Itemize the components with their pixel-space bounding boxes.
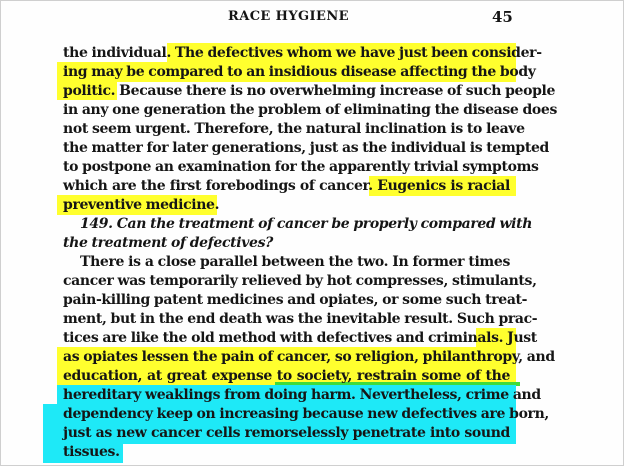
text-line: to postpone an examination for the apparently trivial symptoms: [63, 159, 539, 175]
text-line: politic. Because there is no overwhelming increase of such people: [63, 83, 556, 99]
question-heading: the treatment of defectives?: [63, 235, 273, 251]
text-line: the individual. The defectives whom we have just been consider-: [63, 45, 542, 61]
text-line: cancer was temporarily relieved by hot compresses, stimulants,: [63, 273, 537, 289]
text-line: the matter for later generations, just as the individual is tempted: [63, 140, 549, 156]
text-line: in any one generation the problem of eliminating the disease does: [63, 102, 557, 118]
text-line: just as new cancer cells remorselessly penetrate into sound: [63, 425, 510, 441]
running-header: RACE HYGIENE: [228, 9, 349, 24]
text-line: which are the first forebodings of cancer. Eugenics is racial: [63, 178, 510, 194]
question-heading: 149. Can the treatment of cancer be properly compared with: [80, 216, 533, 232]
text-line: tices are like the old method with defectives and criminals. Just: [63, 330, 537, 346]
text-line: preventive medicine.: [63, 197, 220, 213]
text-line: ing may be compared to an insidious disease affecting the body: [63, 64, 536, 80]
text-line: hereditary weaklings from doing harm. Nevertheless, crime and: [63, 387, 541, 403]
text-line: dependency keep on increasing because new defectives are born,: [63, 406, 549, 422]
text-line: There is a close parallel between the two. In former times: [80, 254, 510, 270]
text-line: as opiates lessen the pain of cancer, so religion, philanthropy, and: [63, 349, 555, 365]
page-number: 45: [492, 8, 513, 26]
text-line: ment, but in the end death was the inevitable result. Such prac-: [63, 311, 538, 327]
text-line: education, at great expense to society, restrain some of the: [63, 368, 510, 384]
text-line: not seem urgent. Therefore, the natural inclination is to leave: [63, 121, 525, 137]
text-line: tissues.: [63, 444, 120, 460]
text-line: pain-killing patent medicines and opiates, or some such treat-: [63, 292, 528, 308]
